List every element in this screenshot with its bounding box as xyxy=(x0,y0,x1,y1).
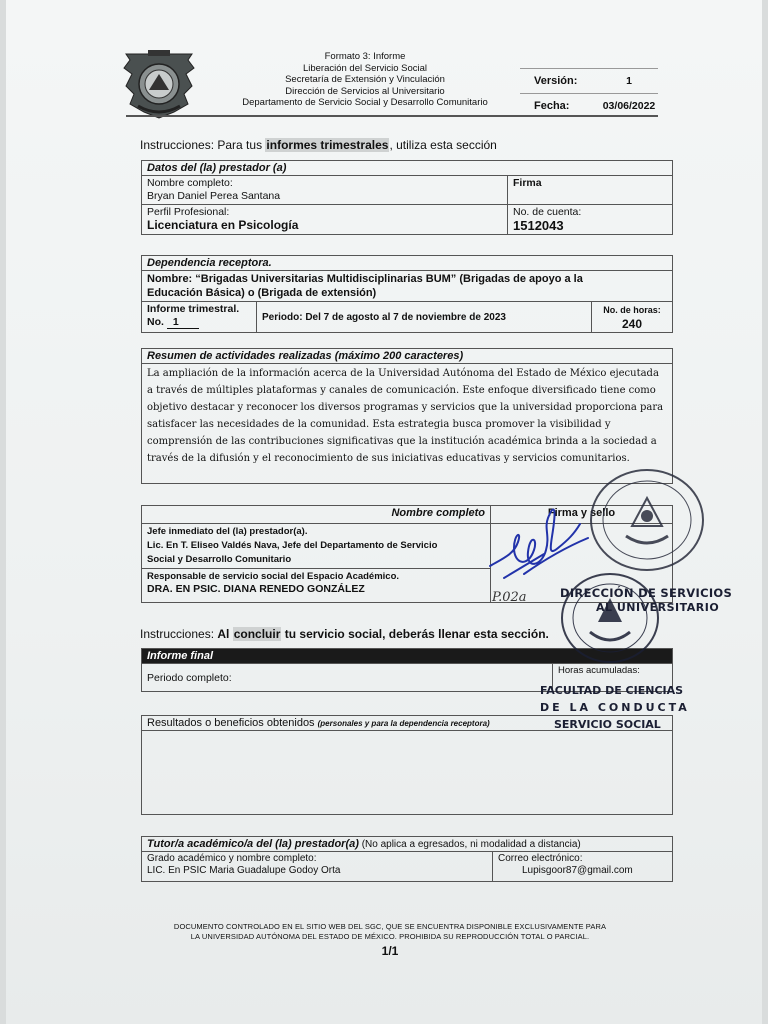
horas-cell xyxy=(592,302,673,333)
facultad-stamp-line: DE LA CONDUCTA xyxy=(540,701,690,714)
periodo-completo-label: Periodo completo: xyxy=(142,664,553,692)
name-cell xyxy=(142,176,508,205)
section-title: Tutor/a académico/a del (la) prestador(a) xyxy=(147,838,359,850)
nombre-header: Nombre completo xyxy=(142,506,491,524)
firma-header: Firma y sello xyxy=(491,506,673,524)
informe-label: Informe trimestral. xyxy=(147,303,240,315)
grado-cell xyxy=(142,852,493,882)
official-seal-stamp xyxy=(588,466,706,574)
grado-label: Grado académico y nombre completo: xyxy=(147,853,317,864)
footer-line: LA UNIVERSIDAD AUTÓNOMA DEL ESTADO DE MÉXICO. PROHIBIDA SU REPRODUCCIÓN TOTAL O PARCIAL. xyxy=(190,932,590,941)
resultados-note: (personales y para la dependencia receptora) xyxy=(317,719,490,728)
resumen-line: a través de múltiples plataformas y canales de comunicación. Este enfoque diversificado tiene como xyxy=(147,385,656,396)
dependencia-name-line: Educación Básica) o (Brigada de extensión) xyxy=(147,287,377,299)
signature-fragment: P.02a xyxy=(492,590,527,605)
resumen-line: comprensión de las contribuciones significativas que la institución académica brinda a la sociedad a xyxy=(147,436,657,447)
instructions-prefix: Instrucciones: xyxy=(140,627,218,641)
instructions-text: Para tus xyxy=(217,138,266,152)
jefe-cell xyxy=(142,524,491,569)
uaemex-logo xyxy=(118,46,200,122)
instructions-text: Al xyxy=(217,627,233,641)
section-title: Datos del (la) prestador (a) xyxy=(142,161,673,176)
header-line: Formato 3: Informe xyxy=(324,51,406,62)
footer-line: DOCUMENTO CONTROLADO EN EL SITIO WEB DEL SGC, QUE SE ENCUENTRA DISPONIBLE EXCLUSIVAMENTE PARA xyxy=(173,922,607,931)
document-header xyxy=(220,51,510,109)
header-line: Liberación del Servicio Social xyxy=(302,62,428,74)
header-line: Departamento de Servicio Social y Desarrollo Comunitario xyxy=(242,97,488,108)
resumen-line: través de la difusión y el reconocimiento de sus iniciativas educativas y servicios comunitarios. xyxy=(147,453,630,464)
instructions-quarterly xyxy=(140,138,497,152)
date-value: 03/06/2022 xyxy=(602,100,656,112)
version-value: 1 xyxy=(626,75,632,87)
correo-value: Lupisgoor87@gmail.com xyxy=(522,865,633,876)
resultados-label: Resultados o beneficios obtenidos xyxy=(147,717,318,729)
perfil-label: Perfil Profesional: xyxy=(147,206,230,218)
section-title: Dependencia receptora. xyxy=(142,256,673,271)
instructions-final xyxy=(140,627,549,641)
horas-label: No. de horas: xyxy=(603,305,661,315)
facultad-stamp-line: SERVICIO SOCIAL xyxy=(554,718,661,731)
responsable-value: DRA. EN PSIC. DIANA RENEDO GONZÁLEZ xyxy=(147,583,365,595)
section-title: Informe final xyxy=(142,649,673,664)
header-divider xyxy=(126,115,658,117)
firma-label: Firma xyxy=(508,176,673,205)
perfil-value: Licenciatura en Psicología xyxy=(147,218,299,232)
instructions-text: tu servicio social, deberás llenar esta sección. xyxy=(281,627,549,641)
direccion-stamp-line: AL UNIVERSITARIO xyxy=(596,601,720,614)
instructions-text: , utiliza esta sección xyxy=(389,138,497,152)
prestador-table xyxy=(141,160,673,235)
cuenta-cell xyxy=(508,205,673,235)
periodo: Periodo: Del 7 de agosto al 7 de noviembre de 2023 xyxy=(257,302,592,333)
header-line: Dirección de Servicios al Universitario xyxy=(285,85,445,97)
instructions-highlight: concluir xyxy=(233,627,281,641)
handwritten-signature xyxy=(484,494,594,606)
dependencia-name-cell xyxy=(142,271,673,302)
jefe-label: Jefe inmediato del (la) prestador(a). xyxy=(147,526,308,537)
version-box xyxy=(520,68,658,118)
resumen-line: satisfacer las necesidades de la comunidad. Esta estrategia busca promover la visibilidad y xyxy=(147,419,611,430)
responsable-label: Responsable de servicio social del Espacio Académico. xyxy=(147,571,400,582)
horas-value: 240 xyxy=(621,317,643,331)
name-label: Nombre completo: xyxy=(147,177,233,189)
tutor-note: (No aplica a egresados, ni modalidad a distancia) xyxy=(358,839,581,850)
informe-cell xyxy=(142,302,257,333)
informe-no-value: 1 xyxy=(167,316,199,329)
header-line: Secretaría de Extensión y Vinculación xyxy=(285,74,445,85)
instructions-highlight: informes trimestrales xyxy=(266,138,389,152)
horas-acumuladas-label: Horas acumuladas: xyxy=(553,664,673,692)
resultados-body xyxy=(142,731,673,815)
version-row xyxy=(520,68,658,93)
jefe-name-line: Lic. En T. Eliseo Valdés Nava, Jefe del Departamento de Servicio xyxy=(147,540,438,551)
cuenta-value: 1512043 xyxy=(513,218,564,233)
responsable-cell xyxy=(142,569,491,603)
date-label: Fecha: xyxy=(534,100,570,112)
name-value: Bryan Daniel Perea Santana xyxy=(147,190,281,202)
section-title: Resumen de actividades realizadas (máximo 200 caracteres) xyxy=(142,349,673,364)
cuenta-label: No. de cuenta: xyxy=(513,206,582,218)
resumen-line: objetivo destacar y reconocer los diversos programas y servicios que la universidad proporciona para xyxy=(147,402,664,413)
page-number: 1/1 xyxy=(381,944,399,958)
direccion-stamp-line: DIRECCIÓN DE SERVICIOS xyxy=(560,586,733,600)
document-footer xyxy=(140,922,640,942)
correo-label: Correo electrónico: xyxy=(498,853,583,864)
dependencia-table xyxy=(141,255,673,333)
resumen-line: La ampliación de la información acerca de la Universidad Autónoma del Estado de México ejecutada xyxy=(147,368,659,379)
perfil-cell xyxy=(142,205,508,235)
facultad-stamp-line: FACULTAD DE CIENCIAS xyxy=(540,684,684,697)
informe-no-label: No. xyxy=(147,316,164,328)
resumen-table xyxy=(141,348,673,484)
grado-value: LIC. En PSIC Maria Guadalupe Godoy Orta xyxy=(147,865,341,876)
correo-cell xyxy=(493,852,673,882)
jefe-name-line: Social y Desarrollo Comunitario xyxy=(147,554,292,565)
version-label: Versión: xyxy=(534,75,578,87)
tutor-table xyxy=(141,836,673,882)
tutor-header xyxy=(142,837,673,852)
dependencia-name-line: Nombre: “Brigadas Universitarias Multidisciplinarias BUM” (Brigadas de apoyo a la xyxy=(147,273,583,285)
instructions-prefix: Instrucciones: xyxy=(140,138,218,152)
